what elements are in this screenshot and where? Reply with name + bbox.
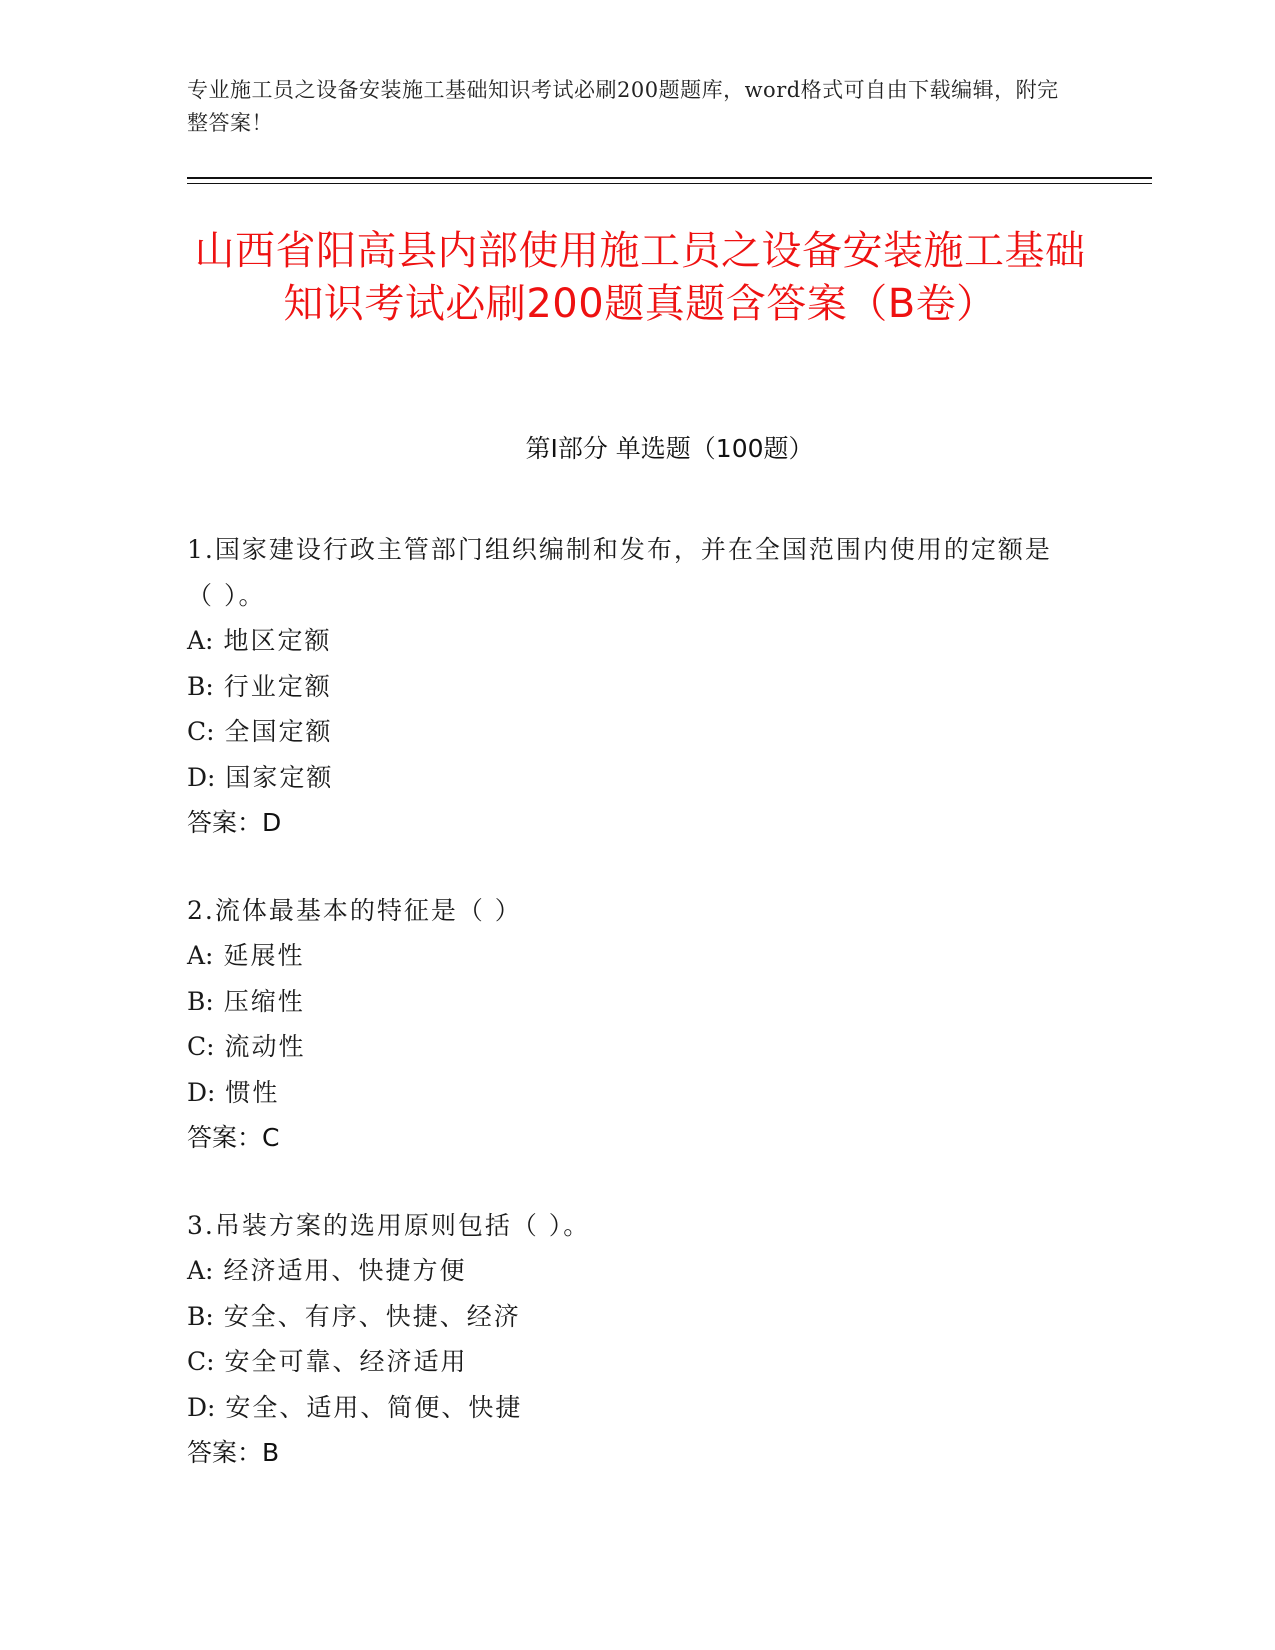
question-stem: 2.流体最基本的特征是（ ） — [187, 895, 522, 925]
option-d — [187, 755, 1067, 801]
option-key: A: — [187, 1256, 214, 1285]
option-text: 国家定额 — [225, 762, 334, 792]
option-text: 全国定额 — [224, 717, 333, 746]
option-text: 安全、有序、快捷、经济 — [223, 1301, 521, 1331]
option-c — [187, 1339, 1067, 1385]
header-note: 专业施工员之设备安装施工基础知识考试必刷200题题库，word格式可自由下载编辑，附完整答案！ — [187, 78, 1059, 135]
header-rule-thin — [187, 183, 1152, 184]
answer-label: 答案： — [187, 808, 263, 837]
question-2 — [187, 888, 1067, 1161]
option-key: B: — [187, 671, 214, 701]
option-a — [187, 933, 1067, 979]
option-text: 安全可靠、经济适用 — [224, 1347, 468, 1376]
option-text: 流动性 — [224, 1032, 306, 1061]
option-b — [187, 979, 1067, 1025]
option-text: 经济适用、快捷方便 — [223, 1256, 467, 1285]
option-key: C: — [187, 1032, 215, 1061]
option-key: C: — [187, 717, 215, 746]
option-text: 地区定额 — [223, 626, 332, 655]
option-c — [187, 1024, 1067, 1070]
option-key: C: — [187, 1347, 215, 1376]
question-3 — [187, 1203, 1067, 1476]
option-key: A: — [187, 941, 214, 970]
option-key: B: — [187, 1301, 214, 1331]
option-key: D: — [187, 762, 216, 792]
option-key: B: — [187, 986, 214, 1016]
option-d — [187, 1385, 1067, 1431]
answer-value: D — [262, 808, 282, 837]
question-stem: 1.国家建设行政主管部门组织编制和发布，并在全国范围内使用的定额是（ ）。 — [187, 535, 1052, 610]
option-a — [187, 1248, 1067, 1294]
document-title: 山西省阳高县内部使用施工员之设备安装施工基础知识考试必刷200题真题含答案（B卷） — [194, 228, 1086, 327]
question-stem: 3.吊装方案的选用原则包括（ ）。 — [187, 1210, 591, 1240]
answer-label: 答案： — [187, 1438, 263, 1467]
option-text: 延展性 — [223, 941, 305, 970]
option-key: D: — [187, 1392, 216, 1422]
answer-value: B — [262, 1438, 280, 1467]
option-text: 惯性 — [225, 1077, 280, 1107]
option-d — [187, 1070, 1067, 1116]
answer-line — [187, 1115, 1067, 1161]
question-list — [187, 527, 1067, 1518]
option-b — [187, 1294, 1067, 1340]
option-key: D: — [187, 1077, 216, 1107]
option-a — [187, 618, 1067, 664]
section-heading: 第I部分 单选题（100题） — [525, 434, 814, 463]
answer-line — [187, 1430, 1067, 1476]
option-b — [187, 664, 1067, 710]
answer-line — [187, 800, 1067, 846]
option-key: A: — [187, 626, 214, 655]
option-text: 安全、适用、简便、快捷 — [225, 1392, 523, 1422]
answer-value: C — [262, 1123, 280, 1152]
option-text: 压缩性 — [223, 986, 305, 1016]
option-text: 行业定额 — [223, 671, 332, 701]
question-1 — [187, 527, 1067, 846]
answer-label: 答案： — [187, 1123, 263, 1152]
header-rule-thick — [187, 177, 1152, 179]
option-c — [187, 709, 1067, 755]
